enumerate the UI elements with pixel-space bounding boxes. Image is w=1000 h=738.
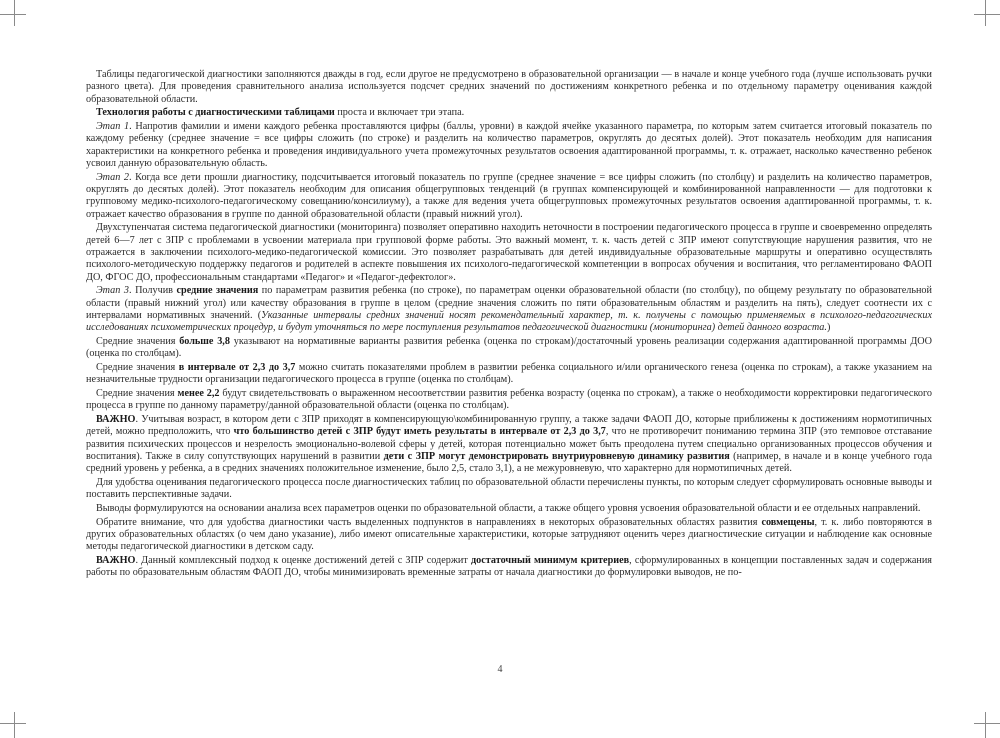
document-body [86, 69, 932, 580]
paragraph [86, 222, 932, 284]
crop-mark-bottom-right-vertical [985, 712, 986, 738]
text-run: Средние значения [96, 336, 180, 347]
paragraph [86, 121, 932, 170]
paragraph [86, 69, 932, 106]
crop-mark-bottom-right-horizontal [974, 723, 1000, 724]
paragraph [86, 107, 932, 119]
text-run: , сформулированных в концепции поставленных задач и содержания работы по образовательным областям ФАОП ДО, чтобы минимизировать временные затраты от начала диагностики до формулировки выводов, не по- [86, 554, 932, 579]
crop-mark-bottom-left-horizontal [0, 723, 26, 724]
text-run: . Данный комплексный подход к оценке достижений детей с ЗПР содержит [135, 554, 471, 566]
text-run: , т. к. либо повторяются в других образовательных областях (о чем дано указание), либо имеют описательные характеристики, которые затрудняют оценить через диагностические ситуации и наблюдение как основные методы педагогической диагностики в детском саду. [86, 516, 932, 553]
italic-text: Этап 1 [96, 120, 130, 132]
paragraph [86, 336, 932, 361]
crop-mark-top-left-vertical [14, 0, 15, 26]
crop-mark-top-right-vertical [985, 0, 986, 26]
bold-text: больше 3,8 [179, 336, 230, 347]
bold-text: ВАЖНО [96, 413, 136, 425]
italic-text: Этап 3 [96, 285, 129, 297]
text-run: будут свидетельствовать о выраженном несоответствии развития ребенка возрасту (оценка по строкам), а также о необходимости корректировки педагогического процесса в группе по данному параметру/данной образовательной области (оценка по столбцам). [86, 387, 932, 412]
text-run: . Напротив фамилии и имени каждого ребенка проставляются цифры (баллы, уровни) в каждой ячейке указанного параметра, по которым затем считается итоговый показатель по каждому ребенку (среднее значение = все цифры сложить (по строке) и разделить на количество параметров, округлять до десятых долей). Этот показатель необходим для написания характеристики на конкретного ребенка и проведения индивидуального учета промежуточных результатов освоения адаптированной программы, т. к. отражает, насколько качественно ребенок усвоил данную образовательную область. [86, 120, 932, 169]
text-run: (например, в начале и в конце учебного года средний уровень у ребенка, а в средних значениях положительное изменение, было 2,5, стало 3,1), а не межуровневую, что характерно для нормотипичных детей. [86, 450, 932, 475]
text-run: Обратите внимание, что для удобства диагностики часть выделенных подпунктов в направлениях в некоторых образовательных областях развития [96, 516, 762, 528]
crop-mark-top-right-horizontal [974, 14, 1000, 15]
text-run: , что не противоречит пониманию термина ЗПР (это темповое отставание развития психических процессов и незрелость эмоционально-волевой сферы у детей, которая потенциально может быть преодолена путем специально организованных процессов обучения и воспитания). Также в силу сопутствующих нарушений в развитии [86, 426, 932, 462]
text-run: Средние значения [96, 361, 179, 373]
paragraph [86, 555, 932, 580]
paragraph [86, 414, 932, 476]
bold-text: Технология работы с диагностическими таблицами [96, 107, 335, 119]
text-run: указывают на нормативные варианты развития ребенка (оценка по строкам)/достаточный уровень реализации содержания адаптированной программы ДОО (оценка по столбцам). [86, 336, 932, 360]
paragraph [86, 285, 932, 334]
italic-text: Указанные интервалы средних значений носят рекомендательный характер, т. к. получены с помощью применяемых в психолого-педагогических исследованиях психометрических процедур, и будут уточняться по мере поступления результатов педагогической диагностики (мониторинга) детей данного возраста. [86, 310, 932, 334]
text-run: Средние значения [96, 387, 178, 399]
bold-text: ВАЖНО [96, 554, 136, 566]
text-run: Двухступенчатая система педагогической диагностики (мониторинга) позволяет оперативно находить неточности в построении педагогического процесса в группе и своевременно определять детей 6—7 лет с ЗПР с проблемами в усвоении материала при групповой форме работы. Это важный момент, т. к. часть детей с ЗПР имеют сопутствующие нарушения развития, что не отражается в заключении психолого-медико-педагогической комиссии. Это позволяет разрабатывать для детей индивидуальные образовательные маршруты и оперативно осуществлять психолого-методическую поддержку педагогов и родителей в аспекте повышения их психолого-педагогической компетенции в вопросах обучения и воспитания, что регламентировано ФАОП ДО, ФГОС ДО, профессиональным стандартами «Педагог» и «Педагог-дефектолог». [86, 222, 932, 283]
paragraph [86, 388, 932, 413]
bold-text: дети с ЗПР могут демонстрировать внутриуровневую динамику развития [383, 450, 730, 462]
crop-mark-bottom-left-vertical [14, 712, 15, 738]
bold-text: в интервале от 2,3 до 3,7 [178, 361, 296, 373]
bold-text: совмещены [761, 516, 815, 528]
text-run: проста и включает три этапа. [334, 107, 465, 119]
bold-text: что большинство детей с ЗПР будут иметь результаты в интервале от 2,3 до 3,7 [233, 426, 606, 438]
text-run: . Учитывая возраст, в котором дети с ЗПР приходят в компенсирующую\комбинированную группу, а также задачи ФАОП ДО, которые приближены к достижениям нормотипичных детей, можно предположить, что [86, 413, 932, 438]
paragraph [86, 517, 932, 554]
text-run: Выводы формулируются на основании анализа всех параметров оценки по образовательной области, а также общего уровня усвоения образовательной области и ее отдельных направлений. [96, 502, 921, 514]
page-number: 4 [497, 664, 503, 675]
paragraph [86, 362, 932, 387]
bold-text: менее 2,2 [177, 387, 220, 399]
bold-text: достаточный минимум критериев [471, 554, 630, 566]
italic-text: Этап 2 [96, 171, 130, 183]
bold-text: средние значения [176, 285, 259, 297]
crop-mark-top-left-horizontal [0, 14, 26, 15]
paragraph [86, 503, 932, 515]
text-run: ) [826, 322, 831, 334]
text-run: по параметрам развития ребенка (по строке), по параметрам оценки образовательной области (по столбцу), по общему результату по образовательной области (правый нижний угол) или качеству образования в группе в целом (средние значения сложить по пяти образовательным областям и разделить на пять), следует соотнести их с интервалами нормативных значений. ( [86, 285, 932, 322]
paragraph [86, 477, 932, 502]
text-run: можно считать показателями проблем в развитии ребенка социального и/или органического генеза (оценка по строкам), а также указанием на незначительные трудности организации педагогического процесса в группе (оценка по столбцам). [86, 361, 932, 386]
text-run: . Получив [128, 285, 177, 297]
text-run: Для удобства оценивания педагогического процесса после диагностических таблиц по образовательной области перечислены пункты, по которым следует сформулировать основные выводы и поставить перспективные задачи. [86, 476, 932, 501]
text-run: Таблицы педагогической диагностики заполняются дважды в год, если другое не предусмотрено в образовательной организации — в начале и конце учебного года (лучше использовать ручки разного цвета). Для проведения сравнительного анализа используется подсчет средних значений по достижениям конкретного ребенка и по отдельному параметру оценивания каждой образовательной области. [86, 69, 932, 105]
text-run: . Когда все дети прошли диагностику, подсчитывается итоговый показатель по группе (среднее значение = все цифры сложить (по столбцу) и разделить на количество параметров, округлять до десятых долей). Этот показатель необходим для описания общегрупповых тенденций (в группах компенсирующей и комбинированной направленности — для подготовки к групповому медико-психолого-педагогическому совещанию/консилиуму), а также для ведения учета общегрупповых промежуточных результатов освоения адаптированной программы, т. к. отражает качество образования в группе по данной образовательной области (правый нижний угол). [86, 171, 932, 220]
paragraph [86, 172, 932, 221]
